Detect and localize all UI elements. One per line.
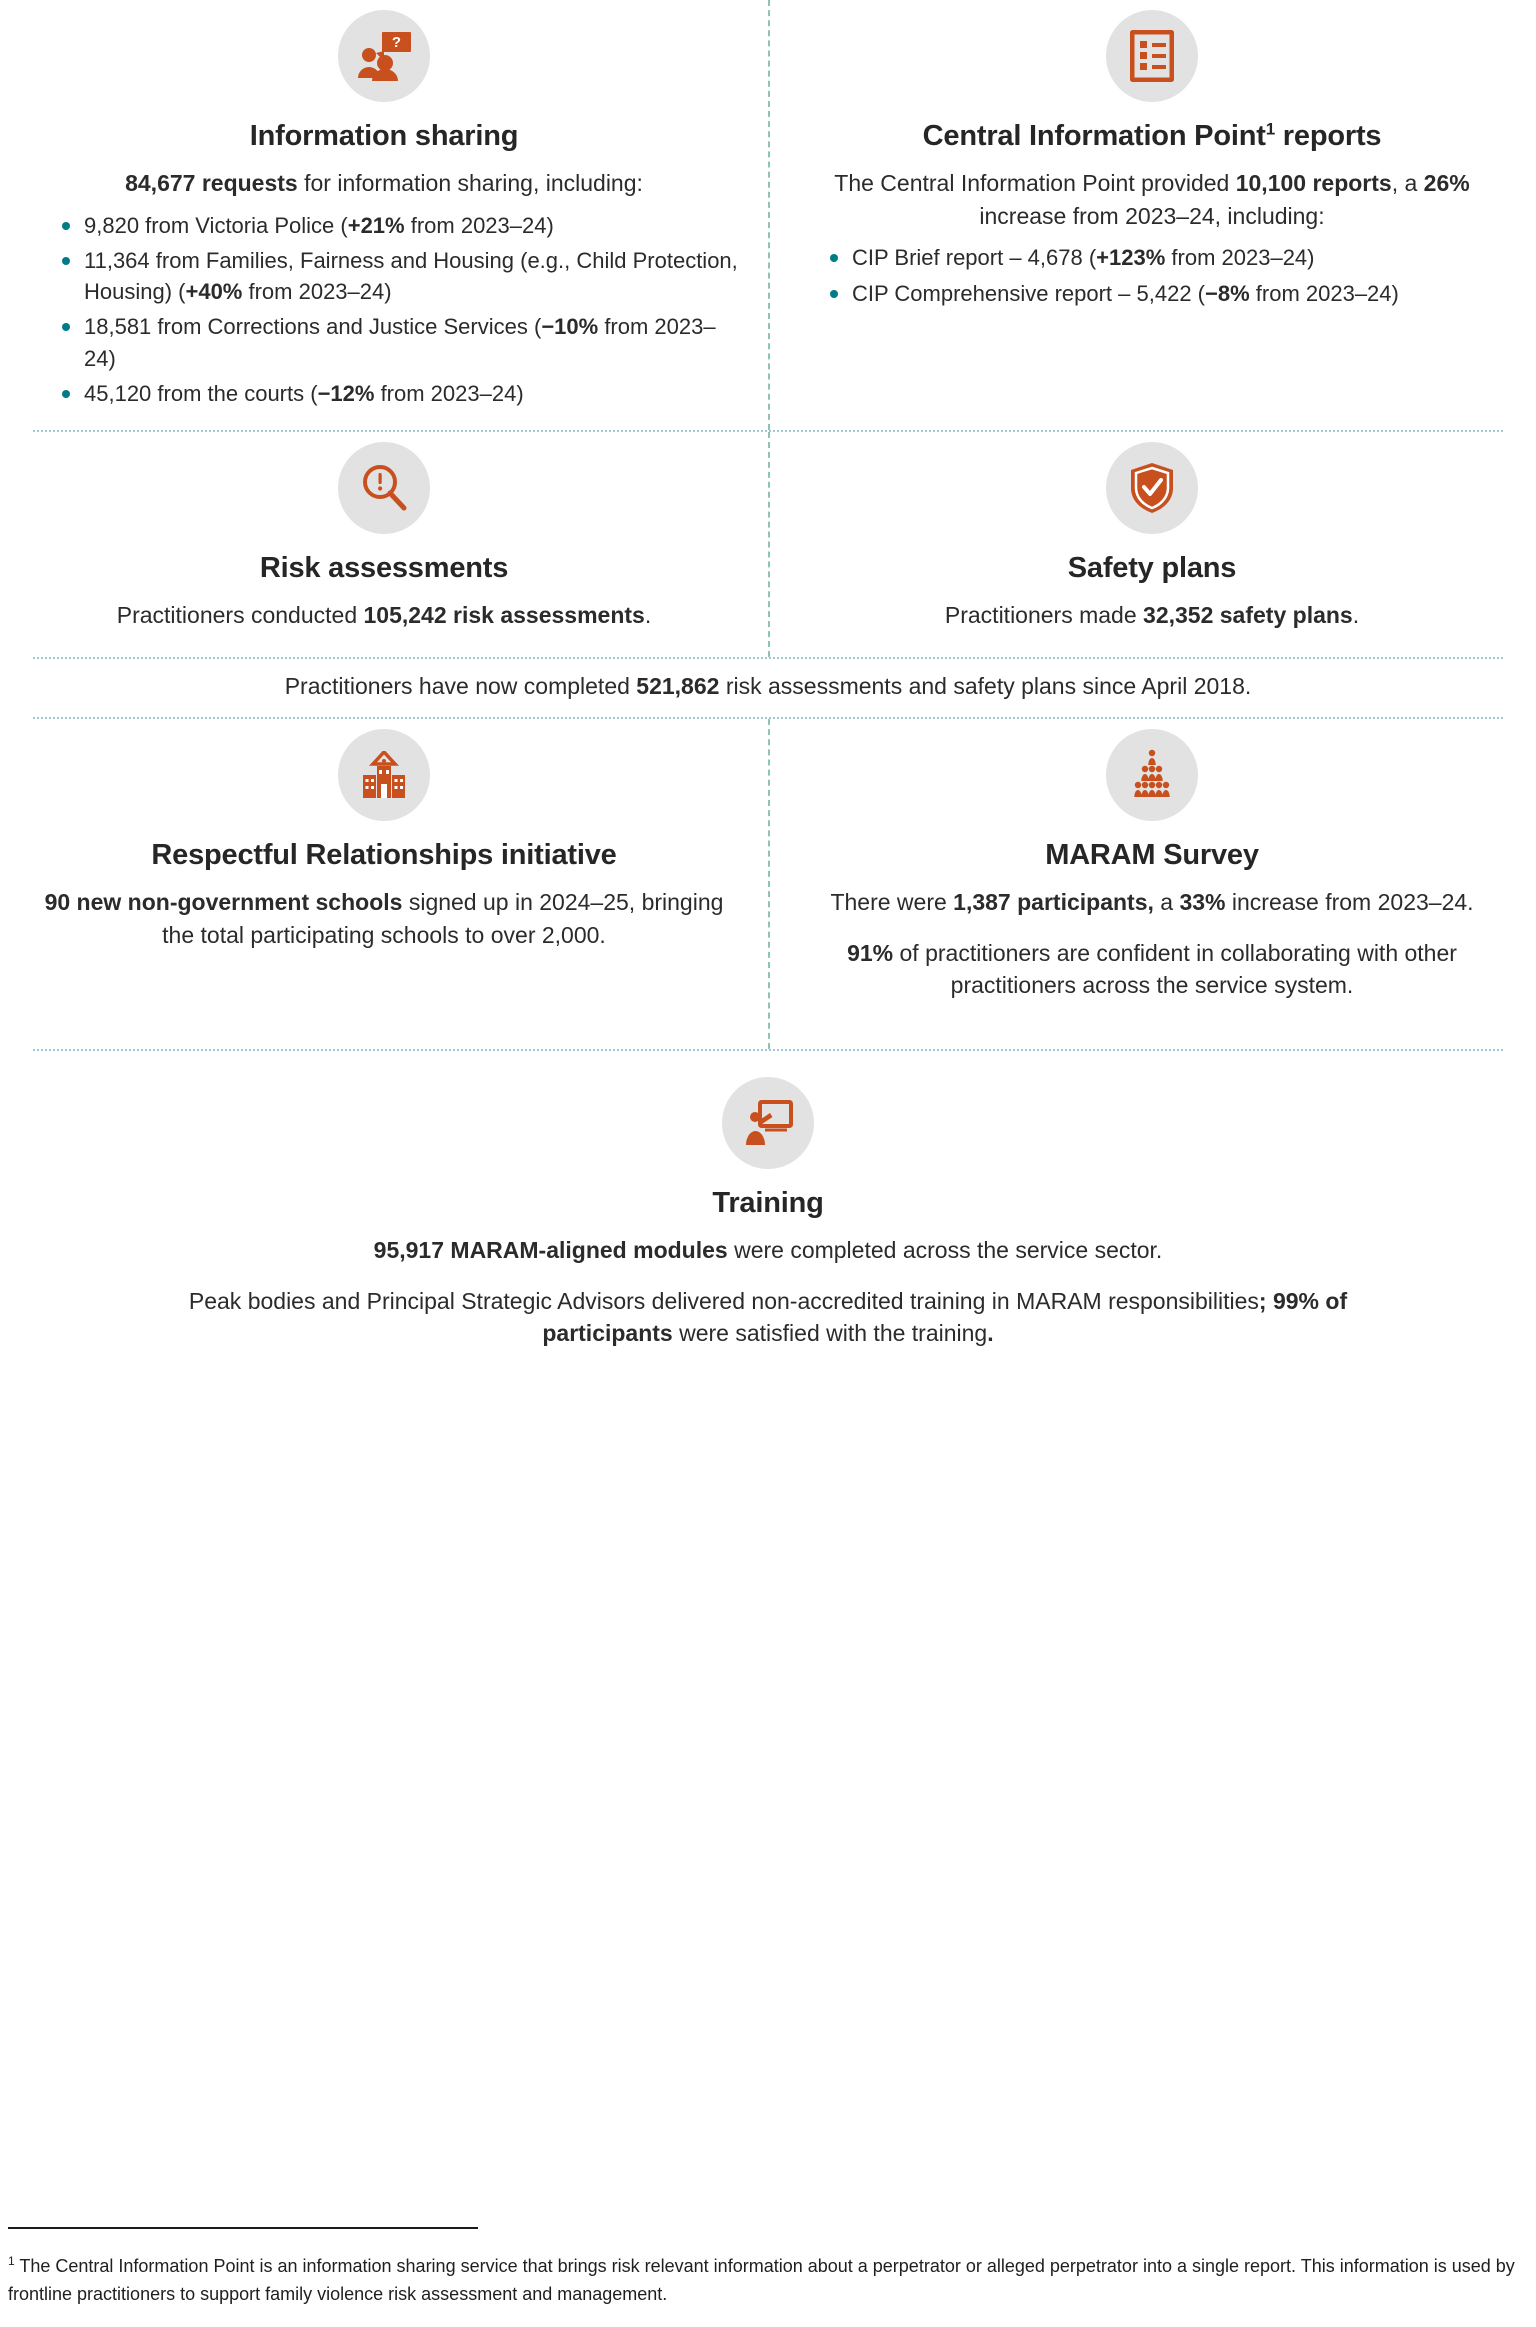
section-information-sharing (0, 0, 768, 430)
section-heading-risk-assessments: Risk assessments (259, 552, 509, 584)
bullet-lead: CIP Comprehensive report – 5,422 ( (852, 280, 1205, 306)
bullet-emphasis: −12% (317, 380, 375, 406)
maram-p1-lead: There were (830, 889, 954, 915)
people-pyramid-icon (1125, 749, 1179, 801)
information-sharing-bullet-list (28, 210, 740, 409)
information-sharing-count: 84,677 (125, 170, 196, 196)
combined-total-count: 521,862 (636, 673, 720, 699)
new-schools-count: 90 (44, 889, 71, 915)
footnote-text (8, 2253, 1528, 2309)
training-p2-end: . (987, 1320, 994, 1347)
icon-circle (1106, 729, 1198, 821)
information-sharing-label: requests (195, 170, 298, 196)
section-heading-training: Training (712, 1187, 824, 1219)
section-heading-maram-survey: MARAM Survey (1045, 839, 1259, 871)
footnote-marker: 1 (8, 2254, 15, 2269)
list-item (62, 245, 740, 307)
bullet-emphasis: +123% (1096, 245, 1166, 271)
cip-percent-change: 26% (1423, 170, 1470, 196)
training-p1-tail: were completed across the service sector. (727, 1237, 1163, 1263)
respectful-relationships-text (28, 886, 740, 951)
section-heading-cip (796, 120, 1508, 153)
icon-circle (722, 1077, 814, 1169)
bullet-emphasis: +21% (347, 212, 405, 238)
cip-bullet-list (796, 242, 1508, 308)
cip-intro-middle: , a (1391, 170, 1424, 196)
icon-circle (338, 729, 430, 821)
training-satisfaction-percent: ; 99% of participants (542, 1287, 1348, 1347)
training-satisfaction-text (28, 1285, 1508, 1350)
bullet-tail: from 2023–24) (374, 380, 524, 406)
bullet-tail: from 2023–24) (1165, 245, 1315, 271)
bullet-emphasis: −8% (1205, 280, 1250, 306)
maram-icon-wrap (796, 729, 1508, 821)
information-sharing-intro-rest: for information sharing, including: (297, 170, 643, 196)
cip-heading-tail: reports (1274, 120, 1382, 152)
safety-plans-count: 32,352 safety plans (1143, 602, 1353, 628)
icon-circle (1106, 10, 1198, 102)
bullet-emphasis: −10% (541, 314, 599, 340)
training-modules-text (28, 1234, 1508, 1267)
section-heading-information-sharing: Information sharing (249, 120, 519, 152)
safety-plans-text (796, 599, 1508, 632)
section-respectful-relationships (0, 719, 768, 1049)
maram-p1-middle: a (1153, 889, 1180, 915)
vertical-divider (768, 719, 770, 1049)
icon-circle (338, 10, 430, 102)
maram-p1-tail: increase from 2023–24. (1225, 889, 1474, 915)
combined-total-lead: Practitioners have now completed (284, 673, 637, 699)
bullet-lead: 9,820 from Victoria Police ( (84, 212, 348, 238)
combined-total-tail: risk assessments and safety plans since April 2018. (719, 673, 1252, 699)
presenter-whiteboard-icon (743, 1100, 793, 1146)
footnote-rule (8, 2227, 478, 2229)
maram-confidence-text (796, 937, 1508, 1002)
maram-participants-count: 1,387 participants, (953, 889, 1154, 915)
cip-intro-lead: The Central Information Point provided (834, 170, 1236, 196)
icon-circle (338, 442, 430, 534)
safety-text-tail: . (1352, 602, 1360, 628)
respectful-icon-wrap (28, 729, 740, 821)
cip-intro (796, 167, 1508, 232)
combined-total-statement (0, 659, 1536, 717)
section-central-information-point (768, 0, 1536, 430)
maram-participants-text (796, 886, 1508, 919)
new-schools-label: new non-government schools (70, 889, 403, 915)
risk-assessments-count: 105,242 risk assessments (363, 602, 645, 628)
list-item (62, 210, 740, 241)
vertical-divider (768, 0, 770, 430)
footnote-body: The Central Information Point is an information sharing service that brings risk relevant information about a perpetrator or alleged perpetrator into a single report. This information is used by frontline practitioners to support family violence risk assessment and management. (8, 2256, 1515, 2305)
section-maram-survey (768, 719, 1536, 1049)
maram-confidence-percent: 91% (847, 939, 894, 966)
risk-text-tail: . (644, 602, 652, 628)
bullet-emphasis: +40% (185, 279, 243, 305)
people-question-speech-bubble-icon (356, 31, 412, 81)
risk-text-lead: Practitioners conducted (116, 602, 364, 628)
information-sharing-icon-wrap (28, 10, 740, 102)
information-sharing-intro (28, 167, 740, 200)
section-safety-plans (768, 432, 1536, 657)
school-building-icon (359, 751, 409, 799)
footnote-area (0, 2227, 1536, 2327)
bullet-tail: from 2023–24) (1249, 280, 1399, 306)
risk-icon-wrap (28, 442, 740, 534)
list-item (62, 311, 740, 373)
list-item (62, 378, 740, 409)
training-p2-lead: Peak bodies and Principal Strategic Advisors delivered non-accredited training in MARAM responsibilities (188, 1287, 1259, 1314)
maram-percent-increase: 33% (1179, 889, 1226, 915)
maram-p2-tail: of practitioners are confident in collaborating with other practitioners across the service system. (893, 939, 1457, 999)
row-information-and-cip (0, 0, 1536, 430)
shield-check-icon (1129, 462, 1175, 514)
svg-text:?: ? (391, 34, 402, 51)
risk-assessments-text (28, 599, 740, 632)
icon-circle (1106, 442, 1198, 534)
magnifier-alert-icon (359, 463, 409, 513)
vertical-divider (768, 432, 770, 657)
row-risk-and-safety (0, 432, 1536, 657)
clipboard-checklist-icon (1130, 30, 1174, 82)
respectful-text-tail: signed up in 2024–25, bringing the total participating schools to over 2,000. (162, 889, 724, 948)
cip-icon-wrap (796, 10, 1508, 102)
section-risk-assessments (0, 432, 768, 657)
list-item (830, 278, 1508, 309)
bullet-lead: 45,120 from the courts ( (84, 380, 318, 406)
bullet-tail: from 2023–24) (242, 279, 392, 305)
row-training (0, 1051, 1536, 1381)
bullet-tail: from 2023–24) (84, 314, 716, 371)
cip-reports-count: 10,100 reports (1235, 170, 1392, 196)
training-modules-label: MARAM-aligned modules (444, 1237, 728, 1263)
row-respectful-and-maram (0, 719, 1536, 1049)
cip-intro-tail: increase from 2023–24, including: (979, 202, 1325, 229)
training-p2-tail: were satisfied with the training (672, 1320, 988, 1347)
safety-icon-wrap (796, 442, 1508, 534)
bullet-lead: 11,364 from Families, Fairness and Housing (e.g., Child Protection, Housing) ( (84, 247, 738, 305)
section-heading-respectful-relationships: Respectful Relationships initiative (151, 839, 617, 871)
section-heading-safety-plans: Safety plans (1067, 552, 1237, 584)
row-combined-total (0, 659, 1536, 717)
cip-heading-main: Central Information Point (922, 120, 1266, 152)
bullet-lead: CIP Brief report – 4,678 ( (852, 245, 1097, 271)
section-training (0, 1051, 1536, 1366)
bullet-lead: 18,581 from Corrections and Justice Services ( (84, 314, 542, 340)
list-item (830, 242, 1508, 273)
bullet-tail: from 2023–24) (404, 212, 554, 238)
safety-text-lead: Practitioners made (944, 602, 1144, 628)
training-modules-count: 95,917 (373, 1237, 445, 1263)
training-icon-wrap (28, 1077, 1508, 1169)
cip-heading-footnote-marker: 1 (1265, 119, 1275, 139)
